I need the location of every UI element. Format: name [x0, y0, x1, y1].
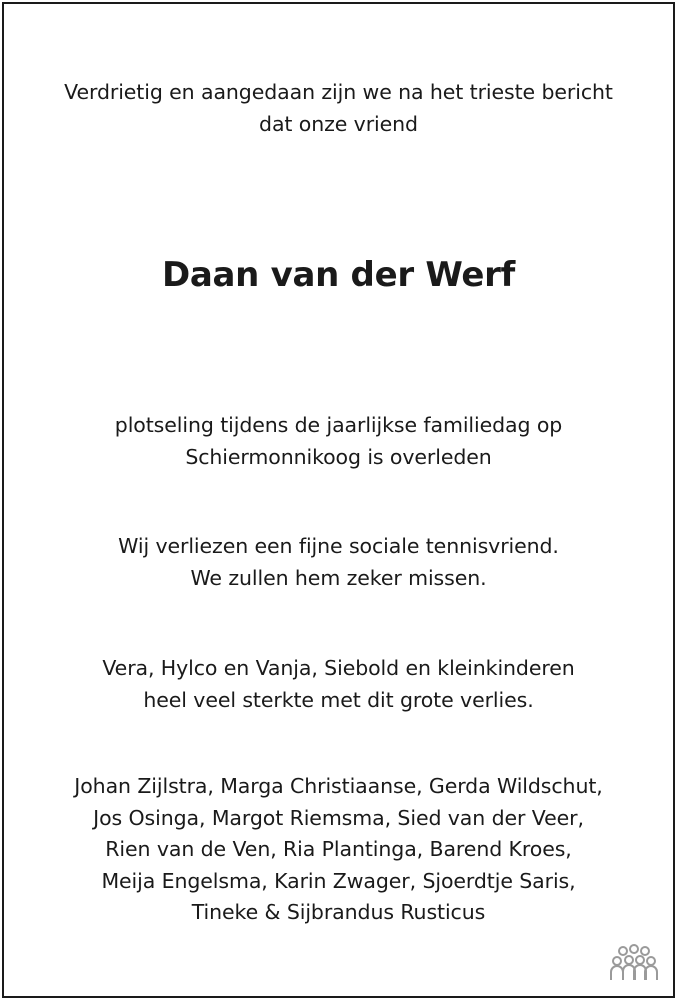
signers-line: Meija Engelsma, Karin Zwager, Sjoerdtje Saris, — [101, 868, 576, 893]
signers-line: Jos Osinga, Margot Riemsma, Sied van der Veer, — [93, 805, 584, 830]
people-group-icon — [609, 944, 659, 982]
condolence-line: heel veel sterkte met dit grote verlies. — [143, 688, 534, 712]
signers-line: Rien van de Ven, Ria Plantinga, Barend Kroes, — [105, 837, 572, 861]
tribute-line: Wij verliezen een fijne sociale tennisvriend. — [118, 534, 559, 558]
intro-text — [4, 76, 673, 140]
condolence-line: Vera, Hylco en Vanja, Siebold en kleinkinderen — [102, 656, 575, 680]
tribute-text — [4, 530, 673, 594]
obituary-card — [2, 2, 675, 998]
death-notice-line: Schiermonnikoog is overleden — [185, 445, 492, 469]
signers-line: Tineke & Sijbrandus Rusticus — [191, 900, 486, 924]
intro-line: Verdrietig en aangedaan zijn we na het trieste bericht — [64, 80, 613, 104]
signers-list — [4, 771, 673, 929]
death-notice-line: plotseling tijdens de jaarlijkse familiedag op — [114, 413, 563, 437]
condolence-text — [4, 652, 673, 716]
deceased-name: Daan van der Werf — [161, 255, 516, 295]
signers-line: Johan Zijlstra, Marga Christiaanse, Gerda Wildschut, — [74, 774, 603, 798]
intro-line: dat onze vriend — [259, 112, 418, 136]
tribute-line: We zullen hem zeker missen. — [190, 566, 487, 590]
death-notice-text — [4, 409, 673, 473]
